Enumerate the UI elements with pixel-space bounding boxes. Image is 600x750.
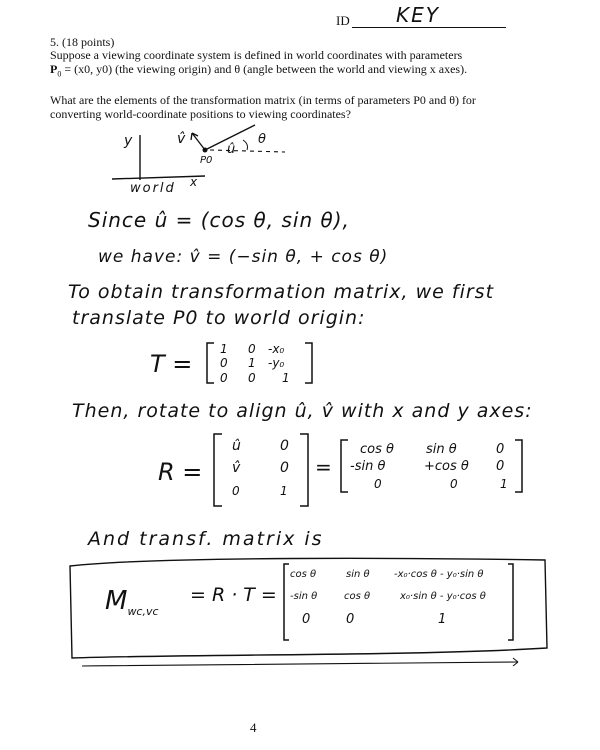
p0-symbol: P	[50, 62, 58, 76]
m-cell: x₀·sin θ - y₀·cos θ	[400, 591, 486, 602]
question-line-2-rest: = (x0, y0) (the viewing origin) and θ (angle between the world and viewing x axes).	[61, 62, 468, 76]
prompt-line-1: What are the elements of the transformation matrix (in terms of parameters P0 and θ) for	[50, 93, 476, 107]
r-equals: =	[315, 455, 332, 479]
t-cell: 0	[220, 356, 228, 370]
fig-v-label: v̂	[177, 131, 186, 147]
and-line: And transf. matrix is	[88, 528, 324, 550]
fig-theta-label: θ	[258, 132, 266, 147]
r-left-cell: 0	[232, 484, 240, 498]
m-equation: = R · T =	[190, 584, 277, 606]
r-left-cell: 0	[280, 460, 289, 476]
m-cell: 1	[438, 612, 447, 627]
m-cell: -x₀·cos θ - y₀·sin θ	[394, 569, 484, 580]
page-number: 4	[250, 720, 257, 735]
r-right-cell: 1	[500, 477, 508, 491]
r-right-cell: sin θ	[426, 442, 457, 457]
fig-y-label: y	[124, 133, 133, 149]
r-label: R =	[158, 458, 203, 486]
m-cell: 0	[346, 612, 355, 627]
r-right-cell: 0	[374, 477, 382, 491]
r-right-cell: 0	[496, 459, 505, 474]
t-cell: 0	[248, 371, 256, 385]
m-subscript: wc,vc	[127, 605, 159, 619]
m-label	[105, 586, 159, 618]
p0-subscript: 0	[57, 69, 62, 79]
since-line: Since û = (cos θ, sin θ),	[88, 208, 350, 232]
then-line: Then, rotate to align û, v̂ with x and y axes:	[72, 400, 533, 422]
r-right-cell: cos θ	[360, 442, 394, 457]
t-cell: -x₀	[268, 342, 285, 356]
r-left-cell: û	[232, 438, 241, 454]
t-cell: 1	[282, 371, 290, 385]
obtain-line-2: translate P0 to world origin:	[72, 307, 366, 329]
id-label: ID	[336, 13, 350, 28]
t-cell: 0	[248, 342, 256, 356]
fig-x-label: x	[190, 175, 198, 189]
t-cell: 1	[220, 342, 228, 356]
r-right-cell: 0	[450, 477, 458, 491]
we-have-line: we have: v̂ = (−sin θ, + cos θ)	[98, 247, 389, 267]
m-cell: cos θ	[344, 591, 371, 602]
t-label: T =	[150, 350, 193, 378]
t-cell: -y₀	[268, 356, 285, 370]
question-line-1: Suppose a viewing coordinate system is defined in world coordinates with parameters	[50, 48, 463, 62]
fig-u-label: û	[227, 142, 236, 157]
question-number: 5. (18 points)	[50, 35, 115, 49]
fig-p0-label: P0	[200, 155, 213, 166]
m-cell: cos θ	[290, 569, 317, 580]
fig-world-label: world	[130, 181, 176, 196]
t-cell: 1	[248, 356, 256, 370]
m-symbol: M	[105, 586, 128, 616]
id-value: KEY	[396, 3, 440, 27]
r-right-cell: -sin θ	[350, 459, 386, 474]
m-cell: -sin θ	[290, 591, 318, 602]
r-right-cell: +cos θ	[424, 459, 469, 474]
t-cell: 0	[220, 371, 228, 385]
r-right-cell: 0	[496, 442, 505, 457]
r-left-cell: v̂	[232, 460, 241, 476]
m-cell: 0	[302, 612, 311, 627]
r-left-cell: 0	[280, 438, 289, 454]
m-cell: sin θ	[346, 569, 370, 580]
obtain-line-1: To obtain transformation matrix, we first	[68, 281, 495, 303]
r-left-cell: 1	[280, 484, 288, 498]
prompt-line-2: converting world-coordinate positions to viewing coordinates?	[50, 107, 351, 121]
